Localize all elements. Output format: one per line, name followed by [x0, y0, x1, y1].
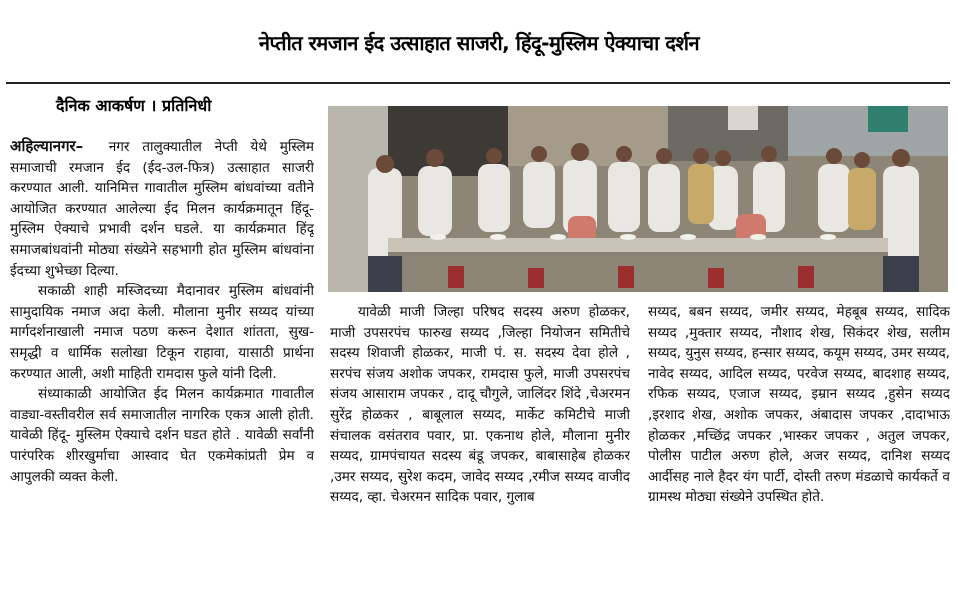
article-column-3 — [648, 302, 950, 598]
event-photo-illustration — [328, 106, 948, 292]
event-photo — [328, 106, 948, 292]
attendees-paragraph: यावेळी माजी जिल्हा परिषद सदस्य अरुण होळकर, माजी उपसरपंच फारुख सय्यद ,जिल्हा नियोजन समितीचे सदस्य शिवाजी होळकर, माजी पं. स. सदस्य देवा होले , सरपंच संजय अशोक जपकर, रामदास फुले, माजी उपसरपंच संजय आसाराम जपकर , दादू चौगुले, जालिंदर शिंदे ,चेअरमन सुरेंद्र होळकर , बाबूलाल सय्यद, मार्केट कमिटीचे माजी संचालक वसंतराव पवार, प्रा. एकनाथ होले, मौलाना मुनीर सय्यद, ग्रामपंचायत सदस्य बंडू जपकर, बाबासाहेब होळकर ,उमर सय्यद, सुरेश कदम, जावेद सय्यद ,रमीज सय्यद वाजीद सय्यद, व्हा. चेअरमन सादिक पवार, गुलाब — [330, 304, 630, 506]
headline-rule — [6, 82, 950, 84]
byline: दैनिक आकर्षण । प्रतिनिधी — [56, 96, 212, 115]
paragraph-2: सकाळी शाही मस्जिदच्या मैदानावर मुस्लिम बांधवांनी सामुदायिक नमाज अदा केली. मौलाना मुनीर सय्यद यांच्या मार्गदर्शनाखाली नमाज पठण करून देशात शांतता, सुख-समृद्धी व धार्मिक सलोखा टिकून राहावा, यासाठी प्रार्थना करण्यात आली, अशी माहिती रामदास फुले यांनी दिली. — [10, 283, 314, 382]
dateline: अहिल्यानगर– — [10, 137, 84, 155]
headline: नेप्तीत रमजान ईद उत्साहात साजरी, हिंदू-मुस्लिम ऐक्याचा दर्शन — [258, 31, 700, 55]
attendees-continued: सय्यद, बबन सय्यद, जमीर सय्यद, मेहबूब सय्यद, सादिक सय्यद ,मुक्तार सय्यद, नौशाद शेख, सिकंदर शेख, सलीम सय्यद, युनुस सय्यद, हन्सार सय्यद, कयूम सय्यद, उमर सय्यद, नावेद सय्यद, आदिल सय्यद, परवेज सय्यद, बादशाह सय्यद, रफिक सय्यद, एजाज सय्यद, इम्रान सय्यद ,हुसेन सय्यद ,इरशाद शेख, अशोक जपकर, अंबादास जपकर ,दादाभाऊ होळकर ,मच्छिंद्र जपकर ,भास्कर जपकर , अतुल जपकर, पोलीस पाटील अरुण होले, अजर सय्यद, दानिश सय्यद आर्दीसह नाले हैदर यंग पार्टी, दोस्ती तरुण मंडळाचे कार्यकर्ते व ग्रामस्थ मोठ्या संख्येने उपस्थित होते. — [648, 304, 950, 506]
lead-paragraph — [10, 136, 314, 281]
article-column-2 — [330, 302, 630, 598]
paragraph-3: संध्याकाळी आयोजित ईद मिलन कार्यक्रमात गावातील वाड्या-वस्तीवरील सर्व समाजातील नागरिक एकत्र आली होती. यावेळी हिंदू- मुस्लिम ऐक्याचे दर्शन घडत होते . यावेळी सर्वांनी पारंपरिक शीरखुर्माचा आस्वाद घेत एकमेकांप्रती प्रेम व आपुलकी व्यक्त केली. — [10, 386, 314, 485]
paragraph-1-text: नगर तालुक्यातील नेप्ती येथे मुस्लिम समाजाची रमजान ईद (ईद-उल-फित्र) उत्साहात साजरी करण्यात आली. यानिमित्त गावातील मुस्लिम बांधवांच्या वतीने आयोजित करण्यात आलेल्या ईद मिलन कार्यक्रमातून हिंदू-मुस्लिम ऐक्याचे प्रभावी दर्शन घडले. या कार्यक्रमात हिंदू समाजबांधवांनी मोठ्या संख्येने सहभागी होत मुस्लिम बांधवांना ईदच्या शुभेच्छा दिल्या. — [10, 139, 314, 279]
article-column-1 — [10, 136, 314, 598]
